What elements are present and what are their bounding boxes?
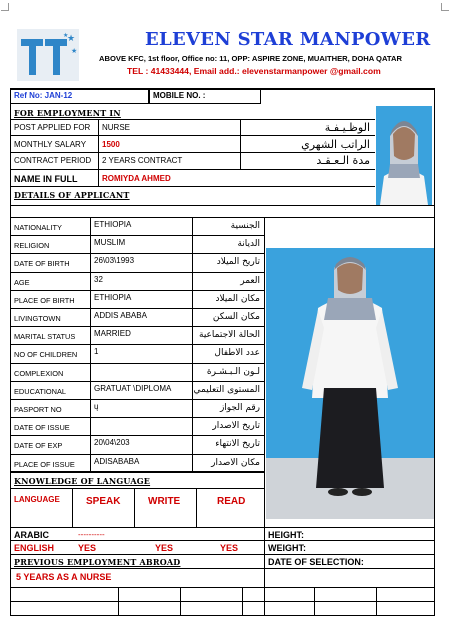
row-rule — [10, 253, 264, 254]
lang-arabic-label: ARABIC — [14, 530, 49, 540]
row-rule — [10, 454, 264, 455]
name-label: NAME IN FULL — [14, 174, 78, 184]
detail-value: ETHIOPIA — [94, 220, 132, 229]
salary-value: 1500 — [102, 140, 120, 149]
col-rule — [118, 587, 119, 616]
row-rule — [10, 399, 264, 400]
ref-number: Ref No: JAN-12 — [14, 91, 73, 100]
row-rule — [10, 205, 435, 206]
lang-english-write: YES — [155, 543, 174, 553]
contract-label: CONTRACT PERIOD — [14, 156, 92, 165]
detail-label: NATIONALITY — [14, 223, 62, 232]
contract-value: 2 YEARS CONTRACT — [102, 156, 183, 165]
svg-text:★: ★ — [63, 32, 69, 39]
row-rule — [10, 308, 264, 309]
detail-value: 20\04\203 — [94, 438, 130, 447]
lang-header-write: WRITE — [148, 496, 181, 507]
lang-english-speak: YES — [78, 543, 97, 553]
height-label: HEIGHT: — [268, 530, 304, 540]
detail-value: GRATUAT \DIPLOMA — [94, 384, 172, 393]
detail-label: PLACE OF BIRTH — [14, 296, 75, 305]
lang-english-read: YES — [220, 543, 239, 553]
col-rule — [196, 488, 197, 527]
row-rule — [10, 381, 264, 382]
detail-label: DATE OF EXP — [14, 441, 63, 450]
detail-label: RELIGION — [14, 241, 50, 250]
detail-value: ADDIS ABABA — [94, 311, 147, 320]
detail-arabic-label: مكان السكن — [212, 312, 260, 322]
detail-arabic-label: تاريخ الاصدار — [212, 421, 260, 431]
previous-employment-value: 5 YEARS AS A NURSE — [16, 572, 112, 582]
detail-arabic-label: العمر — [240, 276, 260, 286]
col-rule — [98, 119, 99, 169]
detail-value: 32 — [94, 275, 103, 284]
col-rule — [264, 217, 265, 616]
salary-arabic: الراتب الشهري — [301, 138, 370, 151]
detail-value: ADISABABA — [94, 457, 140, 466]
detail-arabic-label: عدد الاطفال — [214, 348, 260, 358]
svg-text:★: ★ — [67, 34, 76, 44]
row-rule — [10, 601, 435, 602]
detail-label: COMPLEXION — [14, 369, 64, 378]
detail-label: AGE — [14, 278, 30, 287]
details-section-title: DETAILS OF APPLICANT — [14, 190, 130, 200]
weight-label: WEIGHT: — [268, 543, 306, 553]
row-rule — [10, 540, 435, 541]
detail-arabic-label: الجنسية — [230, 221, 260, 231]
detail-label: PLACE OF ISSUE — [14, 460, 75, 469]
row-rule — [10, 186, 375, 187]
post-arabic: الوظـيـفـة — [324, 121, 370, 134]
detail-arabic-label: مكان الميلاد — [215, 294, 260, 304]
row-rule — [10, 471, 264, 472]
applicant-portrait-photo — [376, 106, 432, 205]
col-rule — [98, 169, 99, 186]
company-address: ABOVE KFC, 1st floor, Office no: 11, OPP: ASPIRE ZONE, MUAITHER, DOHA QATAR — [99, 54, 402, 63]
mobile-label: MOBILE NO. : — [153, 91, 206, 100]
row-rule — [10, 290, 264, 291]
col-rule — [314, 587, 315, 616]
corner-mark — [1, 3, 9, 11]
contract-arabic: مدة الـعـقـد — [316, 154, 370, 167]
corner-mark — [441, 3, 449, 11]
col-rule — [180, 587, 181, 616]
row-rule — [10, 527, 435, 528]
lang-header-speak: SPEAK — [86, 496, 121, 507]
lang-english-label: ENGLISH — [14, 543, 55, 553]
detail-label: LIVINGTOWN — [14, 314, 61, 323]
detail-arabic-label: تاريخ الميلاد — [216, 257, 260, 267]
detail-arabic-label: الديانة — [237, 239, 260, 249]
lang-header-read: READ — [217, 496, 246, 507]
detail-label: EDUCATIONAL — [14, 387, 67, 396]
salary-label: MONTHLY SALARY — [14, 140, 87, 149]
detail-value: MARRIED — [94, 329, 131, 338]
post-label: POST APPLIED FOR — [14, 123, 91, 132]
col-rule — [72, 488, 73, 527]
language-section-title: KNOWLEDGE OF LANGUAGE — [14, 476, 151, 486]
row-rule — [10, 363, 264, 364]
row-rule — [10, 417, 264, 418]
detail-arabic-label: تاريخ الانتهاء — [215, 439, 260, 449]
detail-arabic-label: مكان الاصدار — [211, 458, 260, 468]
detail-label: DATE OF BIRTH — [14, 259, 70, 268]
row-rule — [10, 169, 375, 170]
detail-label: MARITAL STATUS — [14, 332, 76, 341]
company-contact: TEL : 41433444, Email add.: elevenstarmanpower @gmail.com — [127, 66, 381, 76]
detail-value: MUSLIM — [94, 238, 126, 247]
detail-value: 26\03\1993 — [94, 256, 135, 265]
row-rule — [10, 272, 264, 273]
detail-arabic-label: رقم الجواز — [219, 403, 260, 413]
lang-arabic-speak: ---------- — [78, 530, 105, 539]
row-rule — [10, 587, 435, 588]
row-rule — [10, 326, 264, 327]
row-rule — [10, 472, 264, 473]
detail-label: DATE OF ISSUE — [14, 423, 70, 432]
company-name: ELEVEN STAR MANPOWER — [145, 29, 431, 50]
row-rule — [10, 152, 375, 153]
row-rule — [10, 217, 435, 218]
post-value: NURSE — [102, 123, 131, 132]
col-rule — [240, 119, 241, 169]
row-rule — [10, 344, 264, 345]
col-rule — [376, 587, 377, 616]
col-rule — [134, 488, 135, 527]
row-rule — [10, 488, 264, 489]
detail-arabic-label: المستوى التعليمي — [193, 385, 260, 395]
detail-label: PASPORT NO — [14, 405, 62, 414]
detail-label: NO OF CHILDREN — [14, 350, 78, 359]
previous-employment-title: PREVIOUS EMPLOYMENT ABROAD — [14, 557, 181, 567]
lang-header-language: LANGUAGE — [14, 495, 60, 504]
name-value: ROMIYDA AHMED — [102, 174, 171, 183]
employment-section-title: FOR EMPLOYMENT IN — [14, 108, 121, 118]
detail-value: ETHIOPIA — [94, 293, 132, 302]
company-logo — [17, 29, 79, 81]
row-rule — [10, 568, 435, 569]
applicant-full-photo — [266, 248, 434, 519]
row-rule — [10, 435, 264, 436]
selection-date-label: DATE OF SELECTION: — [268, 557, 364, 567]
detail-arabic-label: الحالة الاجتماعية — [199, 330, 260, 340]
row-rule — [10, 235, 264, 236]
detail-arabic-label: لـون الـبـشـرة — [206, 367, 260, 377]
row-rule — [10, 119, 375, 120]
detail-value: ų — [94, 402, 99, 411]
col-rule — [242, 587, 243, 616]
svg-text:★: ★ — [71, 47, 78, 55]
row-rule — [10, 135, 375, 136]
detail-value: 1 — [94, 347, 99, 356]
row-rule — [10, 554, 435, 555]
